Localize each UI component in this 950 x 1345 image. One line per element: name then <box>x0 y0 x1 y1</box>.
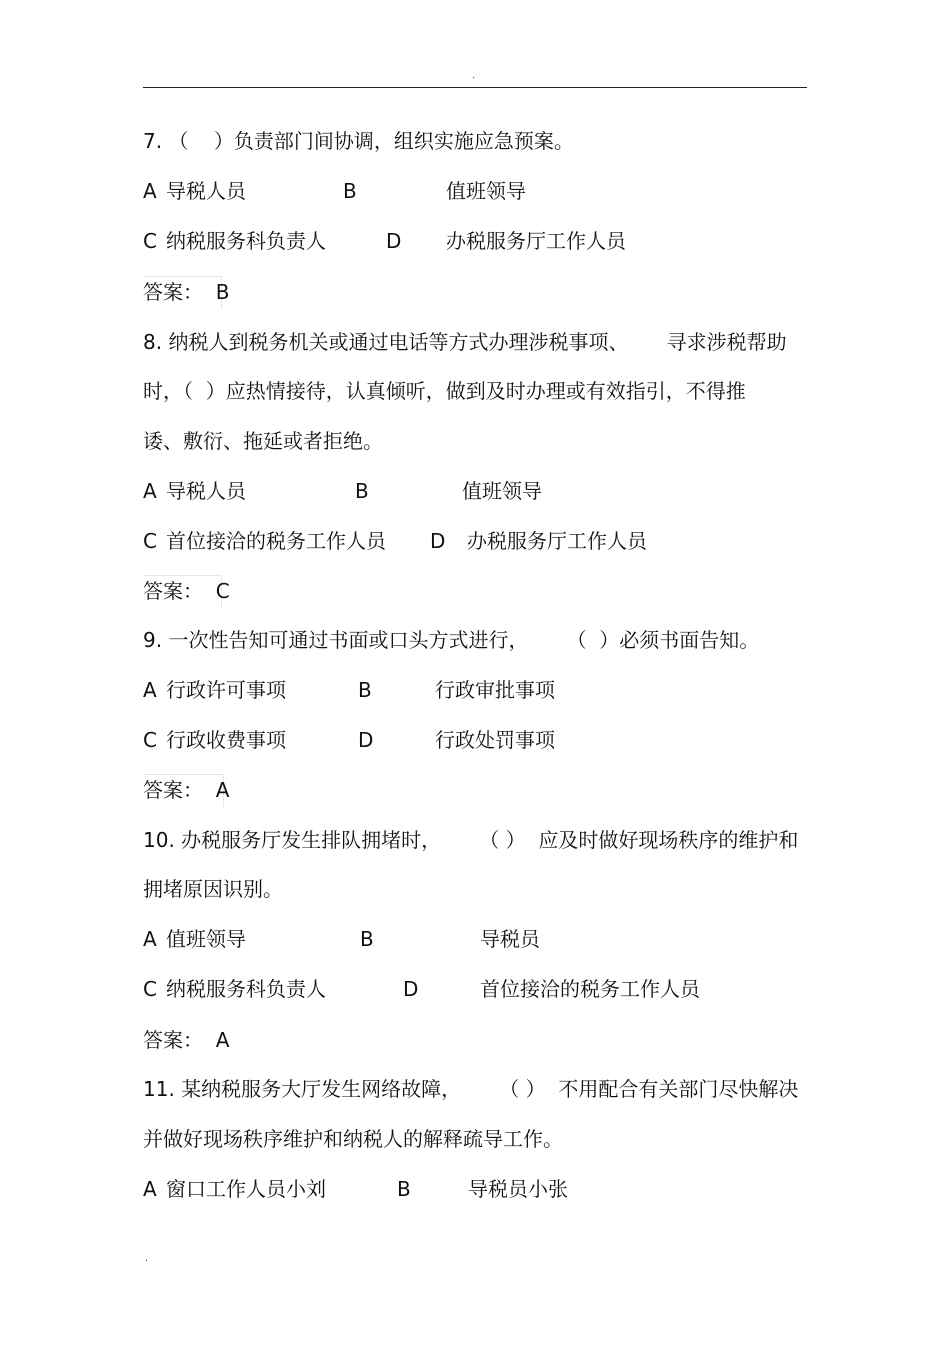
option-d-label: D <box>403 977 419 1001</box>
option-d-label: D <box>430 529 446 553</box>
option-c-label: C <box>143 529 157 553</box>
option-a-label: A <box>143 927 157 951</box>
option-d-label: D <box>386 229 402 253</box>
option-a-text: 窗口工作人员小刘 <box>166 1177 326 1201</box>
option-b-text: 值班领导 <box>446 179 526 203</box>
option-c-text: 首位接洽的税务工作人员 <box>166 529 386 553</box>
option-a-label: A <box>143 179 157 203</box>
header-mark: . <box>472 70 476 81</box>
option-b-text: 导税员 <box>480 927 540 951</box>
option-a-label: A <box>143 479 157 503</box>
answer-8: 答案： C <box>143 579 230 603</box>
option-d-label: D <box>358 728 374 752</box>
answer-7: 答案： B <box>143 280 230 304</box>
option-b-text: 行政审批事项 <box>435 678 555 702</box>
header-rule <box>143 87 807 88</box>
option-b-label: B <box>355 479 369 503</box>
question-stem-10-line-1: 10. 办税服务厅发生排队拥堵时， （ ） 应及时做好现场秩序的维护和 <box>143 828 799 852</box>
option-a-label: A <box>143 678 157 702</box>
option-b-text: 值班领导 <box>462 479 542 503</box>
option-d-text: 首位接洽的税务工作人员 <box>480 977 700 1001</box>
question-stem-11-line-2: 并做好现场秩序维护和纳税人的解释疏导工作。 <box>143 1127 563 1151</box>
option-c-label: C <box>143 728 157 752</box>
option-a-label: A <box>143 1177 157 1201</box>
option-a-text: 导税人员 <box>166 479 246 503</box>
option-a-text: 值班领导 <box>166 927 246 951</box>
question-stem-7: 7. （ ）负责部门间协调，组织实施应急预案。 <box>143 129 574 153</box>
question-stem-10-line-2: 拥堵原因识别。 <box>143 877 283 901</box>
option-b-label: B <box>360 927 374 951</box>
footer-mark: . <box>145 1253 149 1264</box>
question-stem-11-line-1: 11. 某纳税服务大厅发生网络故障， （ ） 不用配合有关部门尽快解决 <box>143 1077 799 1101</box>
option-c-label: C <box>143 229 157 253</box>
question-stem-9: 9. 一次性告知可通过书面或口头方式进行， （ ）必须书面告知。 <box>143 628 760 652</box>
question-stem-8-line-3: 诿、敷衍、拖延或者拒绝。 <box>143 429 383 453</box>
option-d-text: 行政处罚事项 <box>435 728 555 752</box>
answer-9: 答案： A <box>143 778 230 802</box>
question-stem-8-line-2: 时，（ ）应热情接待，认真倾听，做到及时办理或有效指引，不得推 <box>143 379 746 403</box>
option-b-text: 导税员小张 <box>468 1177 568 1201</box>
option-a-text: 行政许可事项 <box>166 678 286 702</box>
option-b-label: B <box>358 678 372 702</box>
option-a-text: 导税人员 <box>166 179 246 203</box>
option-c-label: C <box>143 977 157 1001</box>
option-d-text: 办税服务厅工作人员 <box>467 529 647 553</box>
option-d-text: 办税服务厅工作人员 <box>446 229 626 253</box>
question-stem-8-line-1: 8. 纳税人到税务机关或通过电话等方式办理涉税事项、 寻求涉税帮助 <box>143 330 787 354</box>
option-c-text: 行政收费事项 <box>166 728 286 752</box>
option-c-text: 纳税服务科负责人 <box>166 977 326 1001</box>
option-b-label: B <box>343 179 357 203</box>
option-b-label: B <box>397 1177 411 1201</box>
option-c-text: 纳税服务科负责人 <box>166 229 326 253</box>
answer-10: 答案： A <box>143 1028 230 1052</box>
